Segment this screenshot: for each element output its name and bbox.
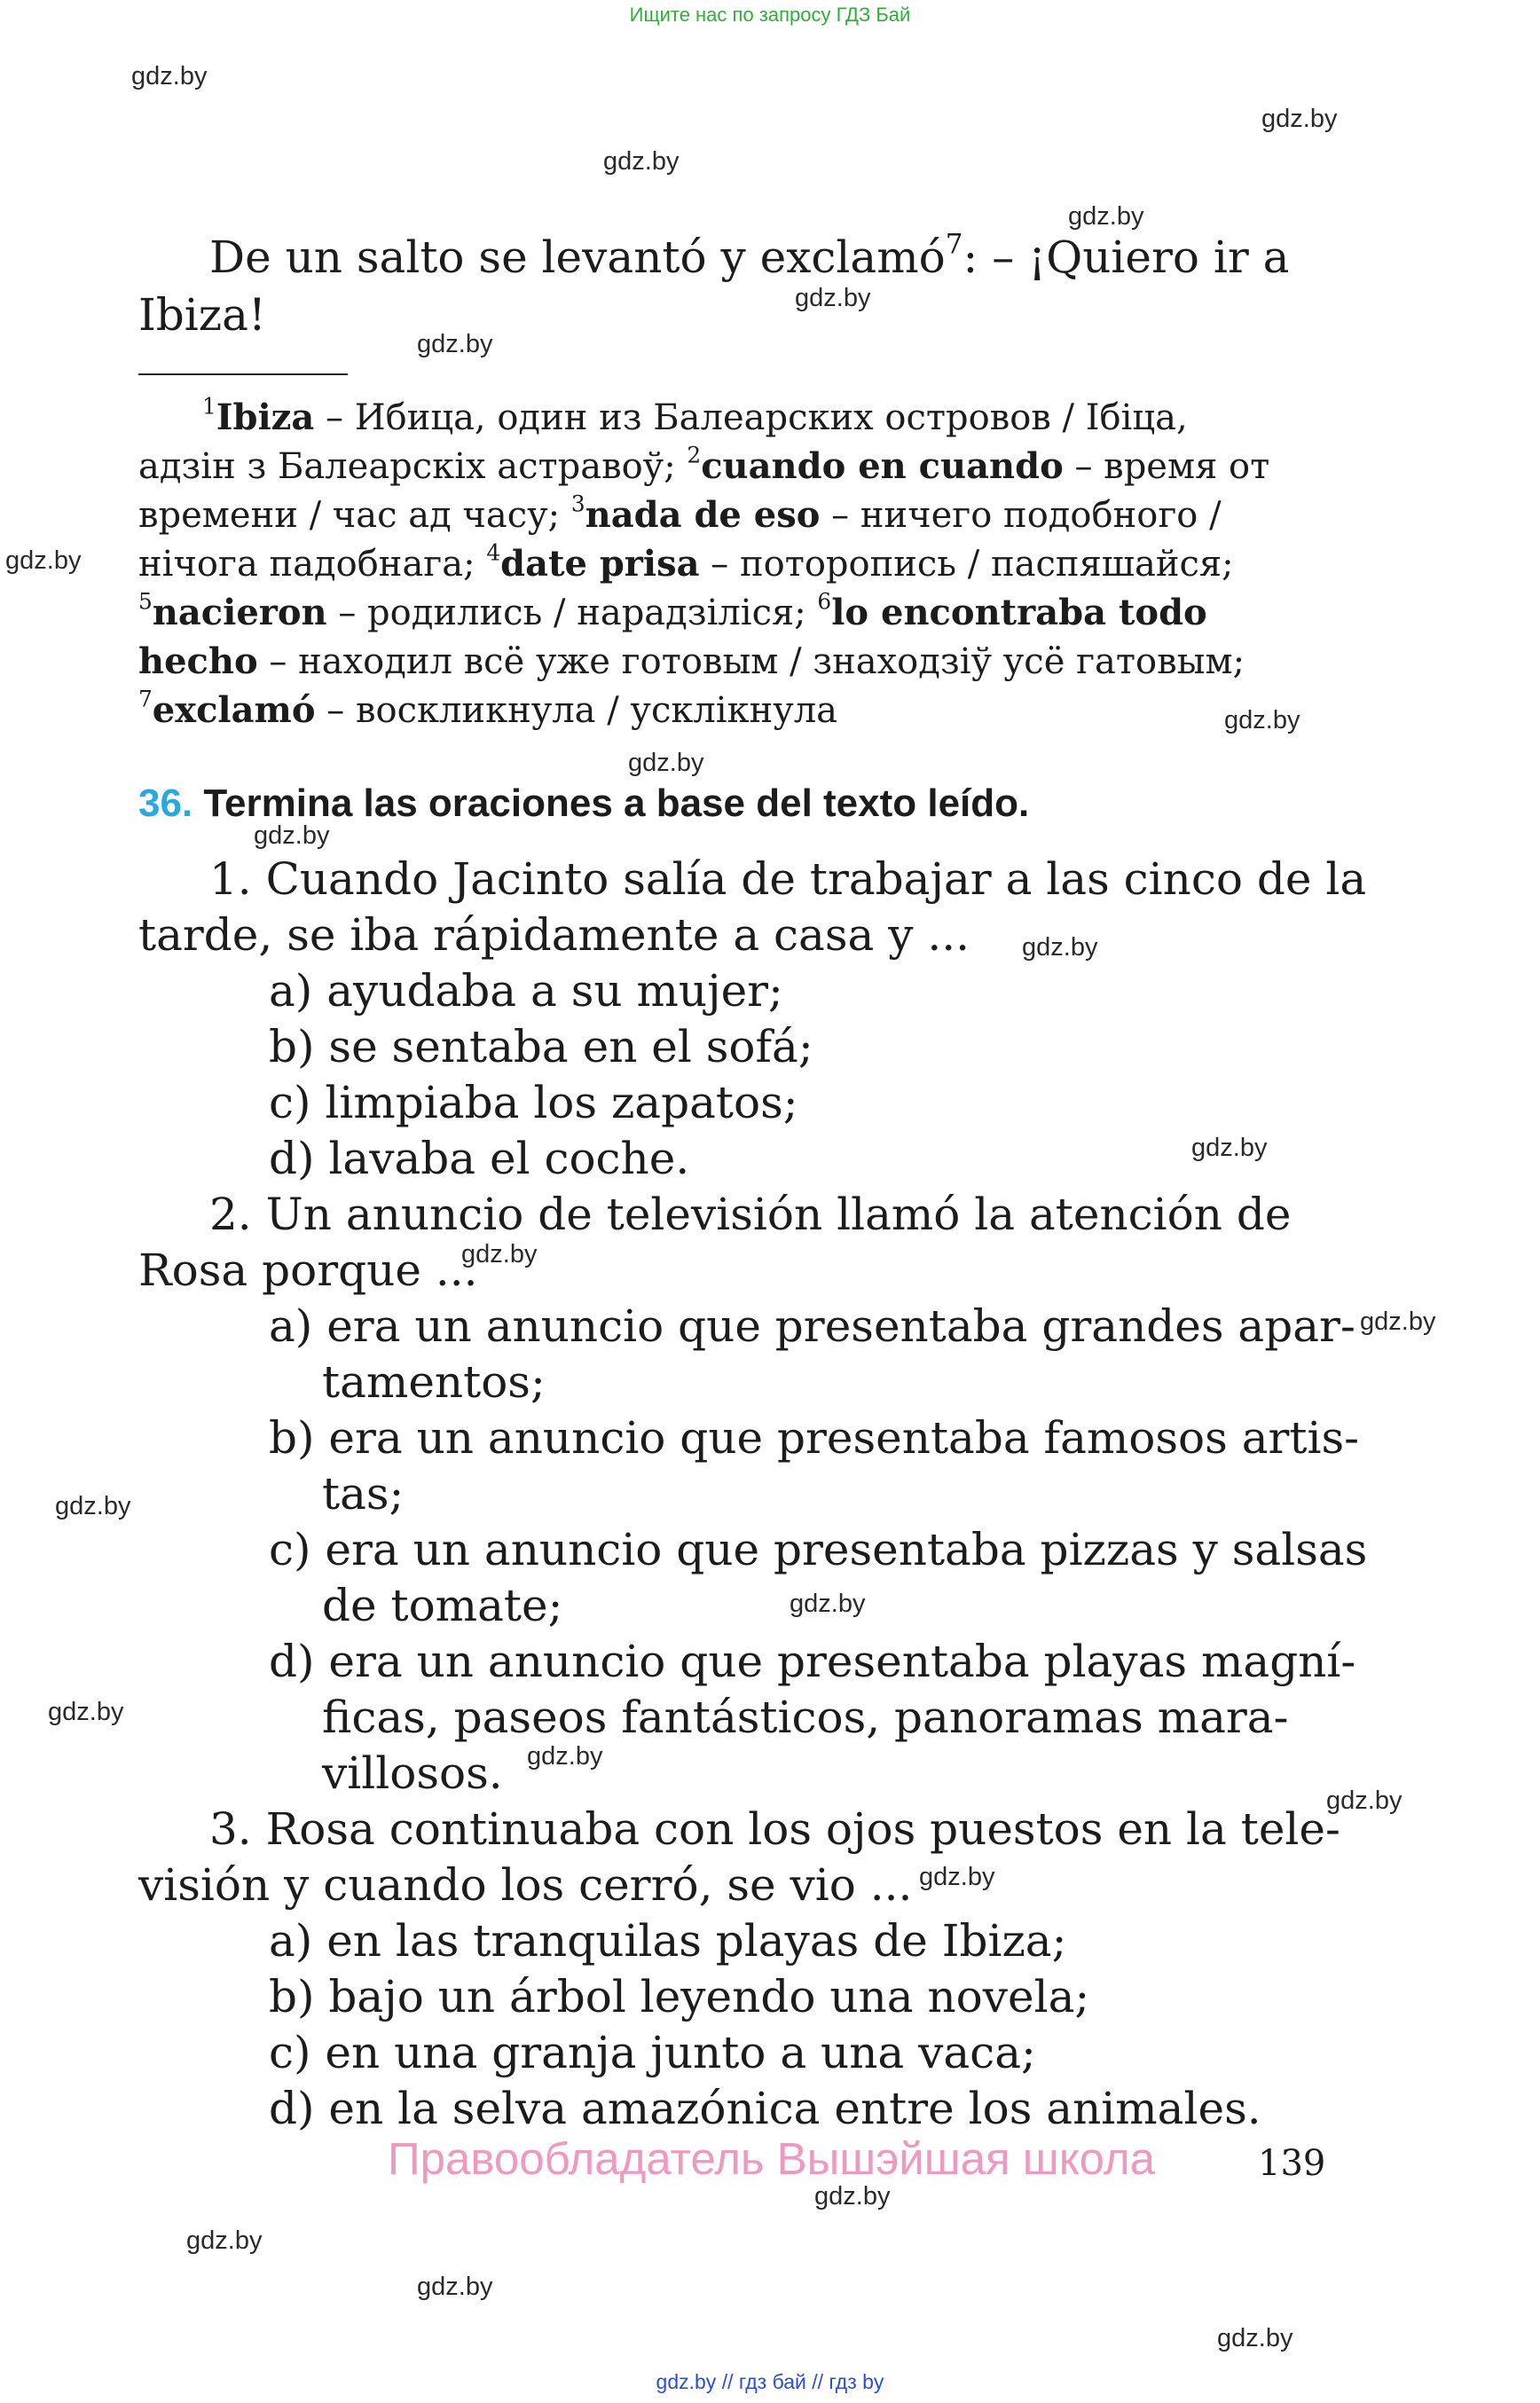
q2-option-c-cont: de tomate; bbox=[322, 1580, 563, 1631]
q3-option-c: c) en una granja junto a una vaca; bbox=[269, 2027, 1036, 2078]
watermark: gdz.by bbox=[1360, 1308, 1436, 1336]
watermark: gdz.by bbox=[1191, 1134, 1268, 1162]
watermark: gdz.by bbox=[919, 1863, 995, 1891]
intro-line-2: Ibiza! bbox=[138, 289, 266, 341]
watermark: gdz.by bbox=[814, 2182, 891, 2211]
copyright-notice: Правообладатель Вышэйшая школа bbox=[388, 2133, 1155, 2184]
footnote-line: нічога падобнага; $^4$date prisa – поторопись / паспяшайся; bbox=[138, 539, 1234, 585]
q1-option-d: d) lavaba el coche. bbox=[269, 1133, 690, 1184]
question-2-line-1: 2. Un anuncio de televisión llamó la atención de bbox=[209, 1189, 1292, 1240]
watermark: gdz.by bbox=[628, 749, 704, 777]
watermark: gdz.by bbox=[1217, 2324, 1293, 2352]
watermark: gdz.by bbox=[186, 2226, 263, 2255]
watermark: gdz.by bbox=[1068, 202, 1144, 231]
q2-option-c: c) era un anuncio que presentaba pizzas y salsas bbox=[269, 1524, 1368, 1575]
watermark: gdz.by bbox=[131, 62, 208, 90]
footnote-divider bbox=[138, 373, 348, 375]
watermark: gdz.by bbox=[417, 2273, 493, 2301]
page-number: 139 bbox=[1258, 2143, 1326, 2184]
q2-option-d-cont: villosos. bbox=[322, 1747, 503, 1799]
q3-option-b: b) bajo un árbol leyendo una novela; bbox=[269, 1971, 1090, 2022]
q2-option-b-cont: tas; bbox=[322, 1468, 405, 1520]
footnote-line: времени / час ад часу; $^3$nada de eso – ничего подобного / bbox=[138, 491, 1222, 536]
watermark: gdz.by bbox=[461, 1240, 538, 1268]
watermark: gdz.by bbox=[5, 546, 82, 575]
footnote-line: hecho – находил всё уже готовым / знаходзіў усё гатовым; bbox=[138, 640, 1245, 682]
q3-option-d: d) en la selva amazónica entre los animales. bbox=[269, 2083, 1261, 2134]
exercise-title: Termina las oraciones a base del texto leído. bbox=[203, 781, 1030, 825]
watermark: gdz.by bbox=[795, 284, 871, 312]
question-3-line-1: 3. Rosa continuaba con los ojos puestos en la tele- bbox=[209, 1803, 1340, 1855]
intro-line-1: De un salto se levantó y exclamó$^7$: – ¡Quiero ir a bbox=[209, 228, 1290, 283]
watermark: gdz.by bbox=[48, 1698, 124, 1726]
q1-option-a: a) ayudaba a su mujer; bbox=[269, 965, 783, 1017]
q1-option-b: b) se sentaba en el sofá; bbox=[269, 1021, 813, 1072]
header-search-link[interactable]: Ищите нас по запросу ГДЗ Бай bbox=[629, 4, 911, 26]
footnote-line: $^1$Ibiza – Ибица, один из Балеарских островов / Ібіца, bbox=[202, 393, 1188, 438]
footnote-line: адзін з Балеарскіх астравоў; $^2$cuando en cuando – время от bbox=[138, 442, 1270, 487]
q3-option-a: a) en las tranquilas playas de Ibiza; bbox=[269, 1915, 1067, 1967]
watermark: gdz.by bbox=[1261, 105, 1338, 133]
footnote-line: $^7$exclamó – воскликнула / усклікнула bbox=[138, 686, 838, 731]
watermark: gdz.by bbox=[417, 330, 493, 358]
question-3-line-2: visión y cuando los cerró, se vio ... bbox=[138, 1859, 913, 1911]
q2-option-a-cont: tamentos; bbox=[322, 1356, 546, 1408]
watermark: gdz.by bbox=[790, 1590, 866, 1618]
q2-option-d: d) era un anuncio que presentaba playas magní- bbox=[269, 1636, 1356, 1687]
exercise-number: 36. bbox=[138, 781, 193, 825]
exercise-heading bbox=[138, 779, 1029, 828]
watermark: gdz.by bbox=[254, 821, 330, 850]
watermark: gdz.by bbox=[1326, 1787, 1402, 1815]
footer-links[interactable]: gdz.by // гдз бай // гдз by bbox=[656, 2370, 884, 2393]
question-1-line-1: 1. Cuando Jacinto salía de trabajar a las cinco de la bbox=[209, 853, 1367, 905]
question-1-line-2: tarde, se iba rápidamente a casa y ... bbox=[138, 909, 970, 961]
question-2-line-2: Rosa porque ... bbox=[138, 1245, 478, 1296]
q1-option-c: c) limpiaba los zapatos; bbox=[269, 1077, 798, 1128]
watermark: gdz.by bbox=[527, 1742, 603, 1771]
footnote-line: $^5$nacieron – родились / нарадзіліся; $^6$lo encontraba todo bbox=[138, 588, 1207, 633]
q2-option-d-cont: ficas, paseos fantásticos, panoramas mara- bbox=[322, 1692, 1289, 1743]
watermark: gdz.by bbox=[1224, 706, 1300, 734]
q2-option-b: b) era un anuncio que presentaba famosos artis- bbox=[269, 1412, 1360, 1464]
q2-option-a: a) era un anuncio que presentaba grandes apar- bbox=[269, 1300, 1355, 1352]
watermark: gdz.by bbox=[1022, 933, 1098, 962]
watermark: gdz.by bbox=[603, 147, 680, 176]
watermark: gdz.by bbox=[55, 1492, 131, 1520]
